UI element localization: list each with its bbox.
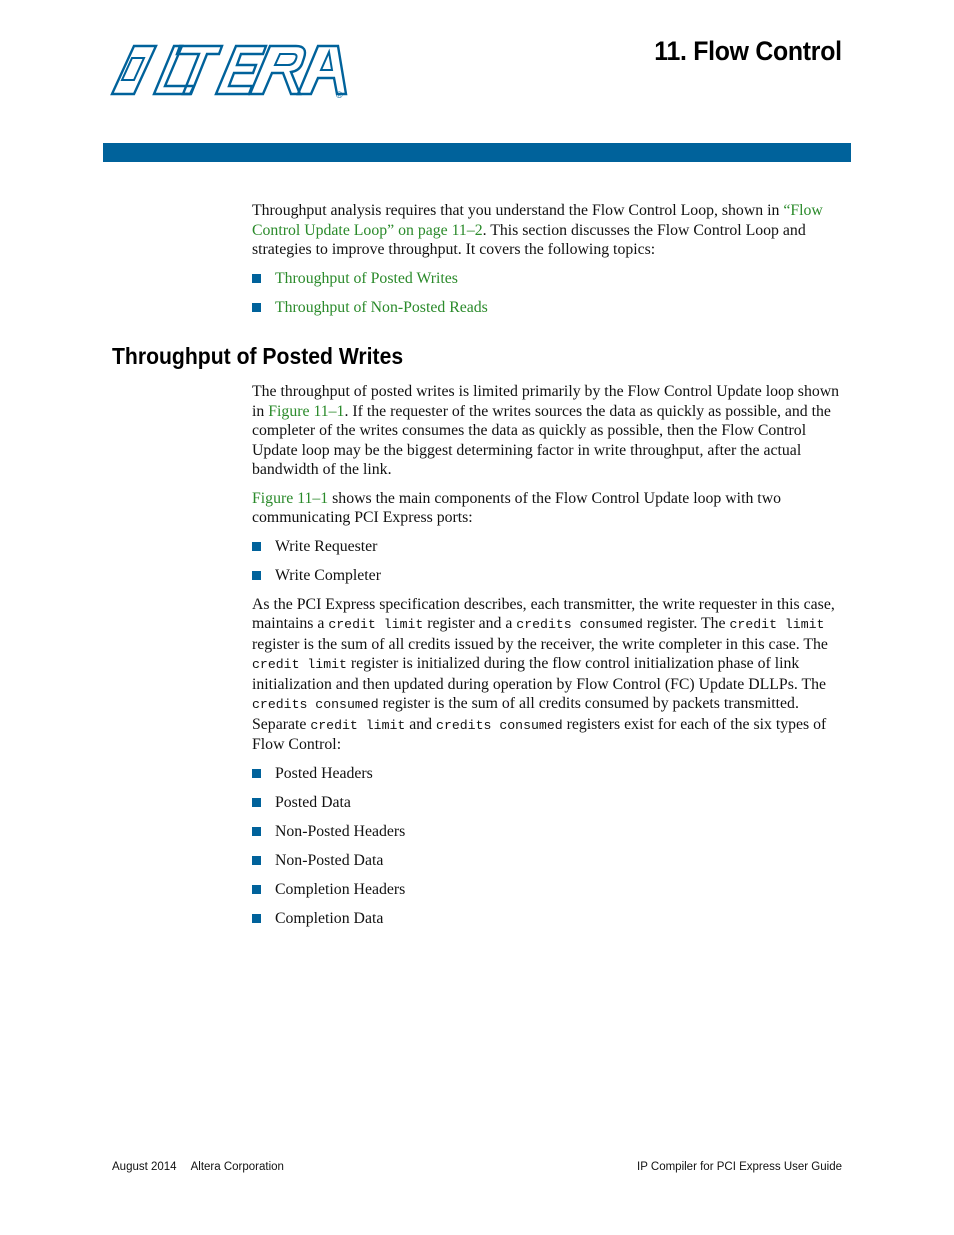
code-term: credit limit — [310, 717, 406, 733]
list-item — [252, 764, 842, 793]
paragraph — [252, 382, 842, 480]
code-term: credit limit — [328, 617, 424, 632]
list-item — [252, 851, 842, 880]
figure-link[interactable]: Figure 11–1 — [268, 402, 345, 420]
list-item — [252, 793, 842, 822]
para-text: register. The — [642, 615, 730, 632]
footer-date: August 2014 — [112, 1161, 177, 1173]
paragraph — [252, 489, 842, 528]
bullet-square-icon — [252, 798, 261, 807]
intro-text: Throughput analysis requires that you understand the Flow Control Loop, shown in — [252, 202, 784, 219]
bullet-square-icon — [252, 885, 261, 894]
bullet-square-icon — [252, 914, 261, 923]
footer-left — [112, 1161, 284, 1173]
list-item — [252, 880, 842, 909]
list-item-label: Write Completer — [275, 566, 381, 584]
para-text: register is initialized during the flow control initialization phase of link initialization and then updated during operation by Flow Control (FC) Update DLLPs. The — [252, 655, 827, 693]
list-item — [252, 298, 842, 327]
paragraph — [252, 595, 842, 755]
port-list — [252, 537, 842, 595]
chapter-title: 11. Flow Control — [654, 36, 842, 66]
list-item — [252, 269, 842, 298]
code-term: credits consumed — [436, 717, 563, 733]
flow-control-type-list — [252, 764, 842, 938]
code-term: credit limit — [729, 617, 825, 632]
para-text: register and a — [423, 615, 517, 632]
para-text: As the PCI Express specification describes, each transmitter, the write requester in this case, maintains a — [252, 595, 835, 632]
list-item-label: Posted Data — [275, 793, 351, 811]
bullet-square-icon — [252, 274, 261, 283]
code-term: credits consumed — [252, 697, 379, 712]
title-bar-rule — [103, 143, 851, 162]
bullet-square-icon — [252, 542, 261, 551]
list-item-label: Completion Data — [275, 909, 384, 927]
intro-text-end: . This section discusses the Flow Control Loop and strategies to improve throughput. It covers the following topics: — [252, 221, 806, 258]
flow-control-loop-link[interactable]: “Flow Control Update Loop” on page 11–2 — [252, 202, 823, 239]
footer-company: Altera Corporation — [190, 1161, 284, 1173]
para-text: and — [405, 715, 437, 733]
para-text: register is the sum of all credits consumed by packets transmitted. Separate — [252, 695, 799, 733]
list-item — [252, 537, 842, 566]
para-text: registers exist for each of the six types of Flow Control: — [252, 715, 827, 753]
bullet-square-icon — [252, 571, 261, 580]
list-item-label: Posted Headers — [275, 764, 373, 782]
topic-list — [252, 269, 842, 327]
topic-link-non-posted-reads[interactable]: Throughput of Non-Posted Reads — [275, 298, 488, 316]
list-item-label: Non-Posted Data — [275, 851, 384, 869]
list-item-label: Non-Posted Headers — [275, 822, 406, 840]
para-text: . If the requester of the writes sources the data as quickly as possible, and the completer of the writes consumes the data as quickly as possible, then the Flow Control Update loop may be the biggest determining factor in write throughput, after the actual bandwidth of the link. — [252, 402, 831, 478]
topic-link-posted-writes[interactable]: Throughput of Posted Writes — [275, 269, 458, 287]
list-item-label: Write Requester — [275, 537, 378, 555]
list-item — [252, 909, 842, 938]
figure-link[interactable]: Figure 11–1 — [252, 489, 329, 507]
para-text: The throughput of posted writes is limited primarily by the Flow Control Update loop shown in — [252, 383, 840, 420]
list-item — [252, 822, 842, 851]
bullet-square-icon — [252, 303, 261, 312]
list-item — [252, 566, 842, 595]
altera-logo — [110, 44, 350, 100]
footer-guide-title: IP Compiler for PCI Express User Guide — [637, 1161, 842, 1173]
para-text: shows the main components of the Flow Control Update loop with two communicating PCI Express ports: — [252, 489, 782, 526]
section-heading: Throughput of Posted Writes — [112, 343, 404, 369]
list-item-label: Completion Headers — [275, 880, 406, 898]
code-term: credits consumed — [516, 617, 643, 632]
intro-block — [252, 201, 842, 327]
bullet-square-icon — [252, 769, 261, 778]
intro-paragraph — [252, 201, 842, 260]
bullet-square-icon — [252, 856, 261, 865]
section-body — [252, 382, 842, 938]
bullet-square-icon — [252, 827, 261, 836]
code-term: credit limit — [252, 657, 347, 672]
registered-mark: ® — [336, 90, 343, 100]
para-text: register is the sum of all credits issued by the receiver, the write completer in this case. The — [252, 635, 828, 653]
